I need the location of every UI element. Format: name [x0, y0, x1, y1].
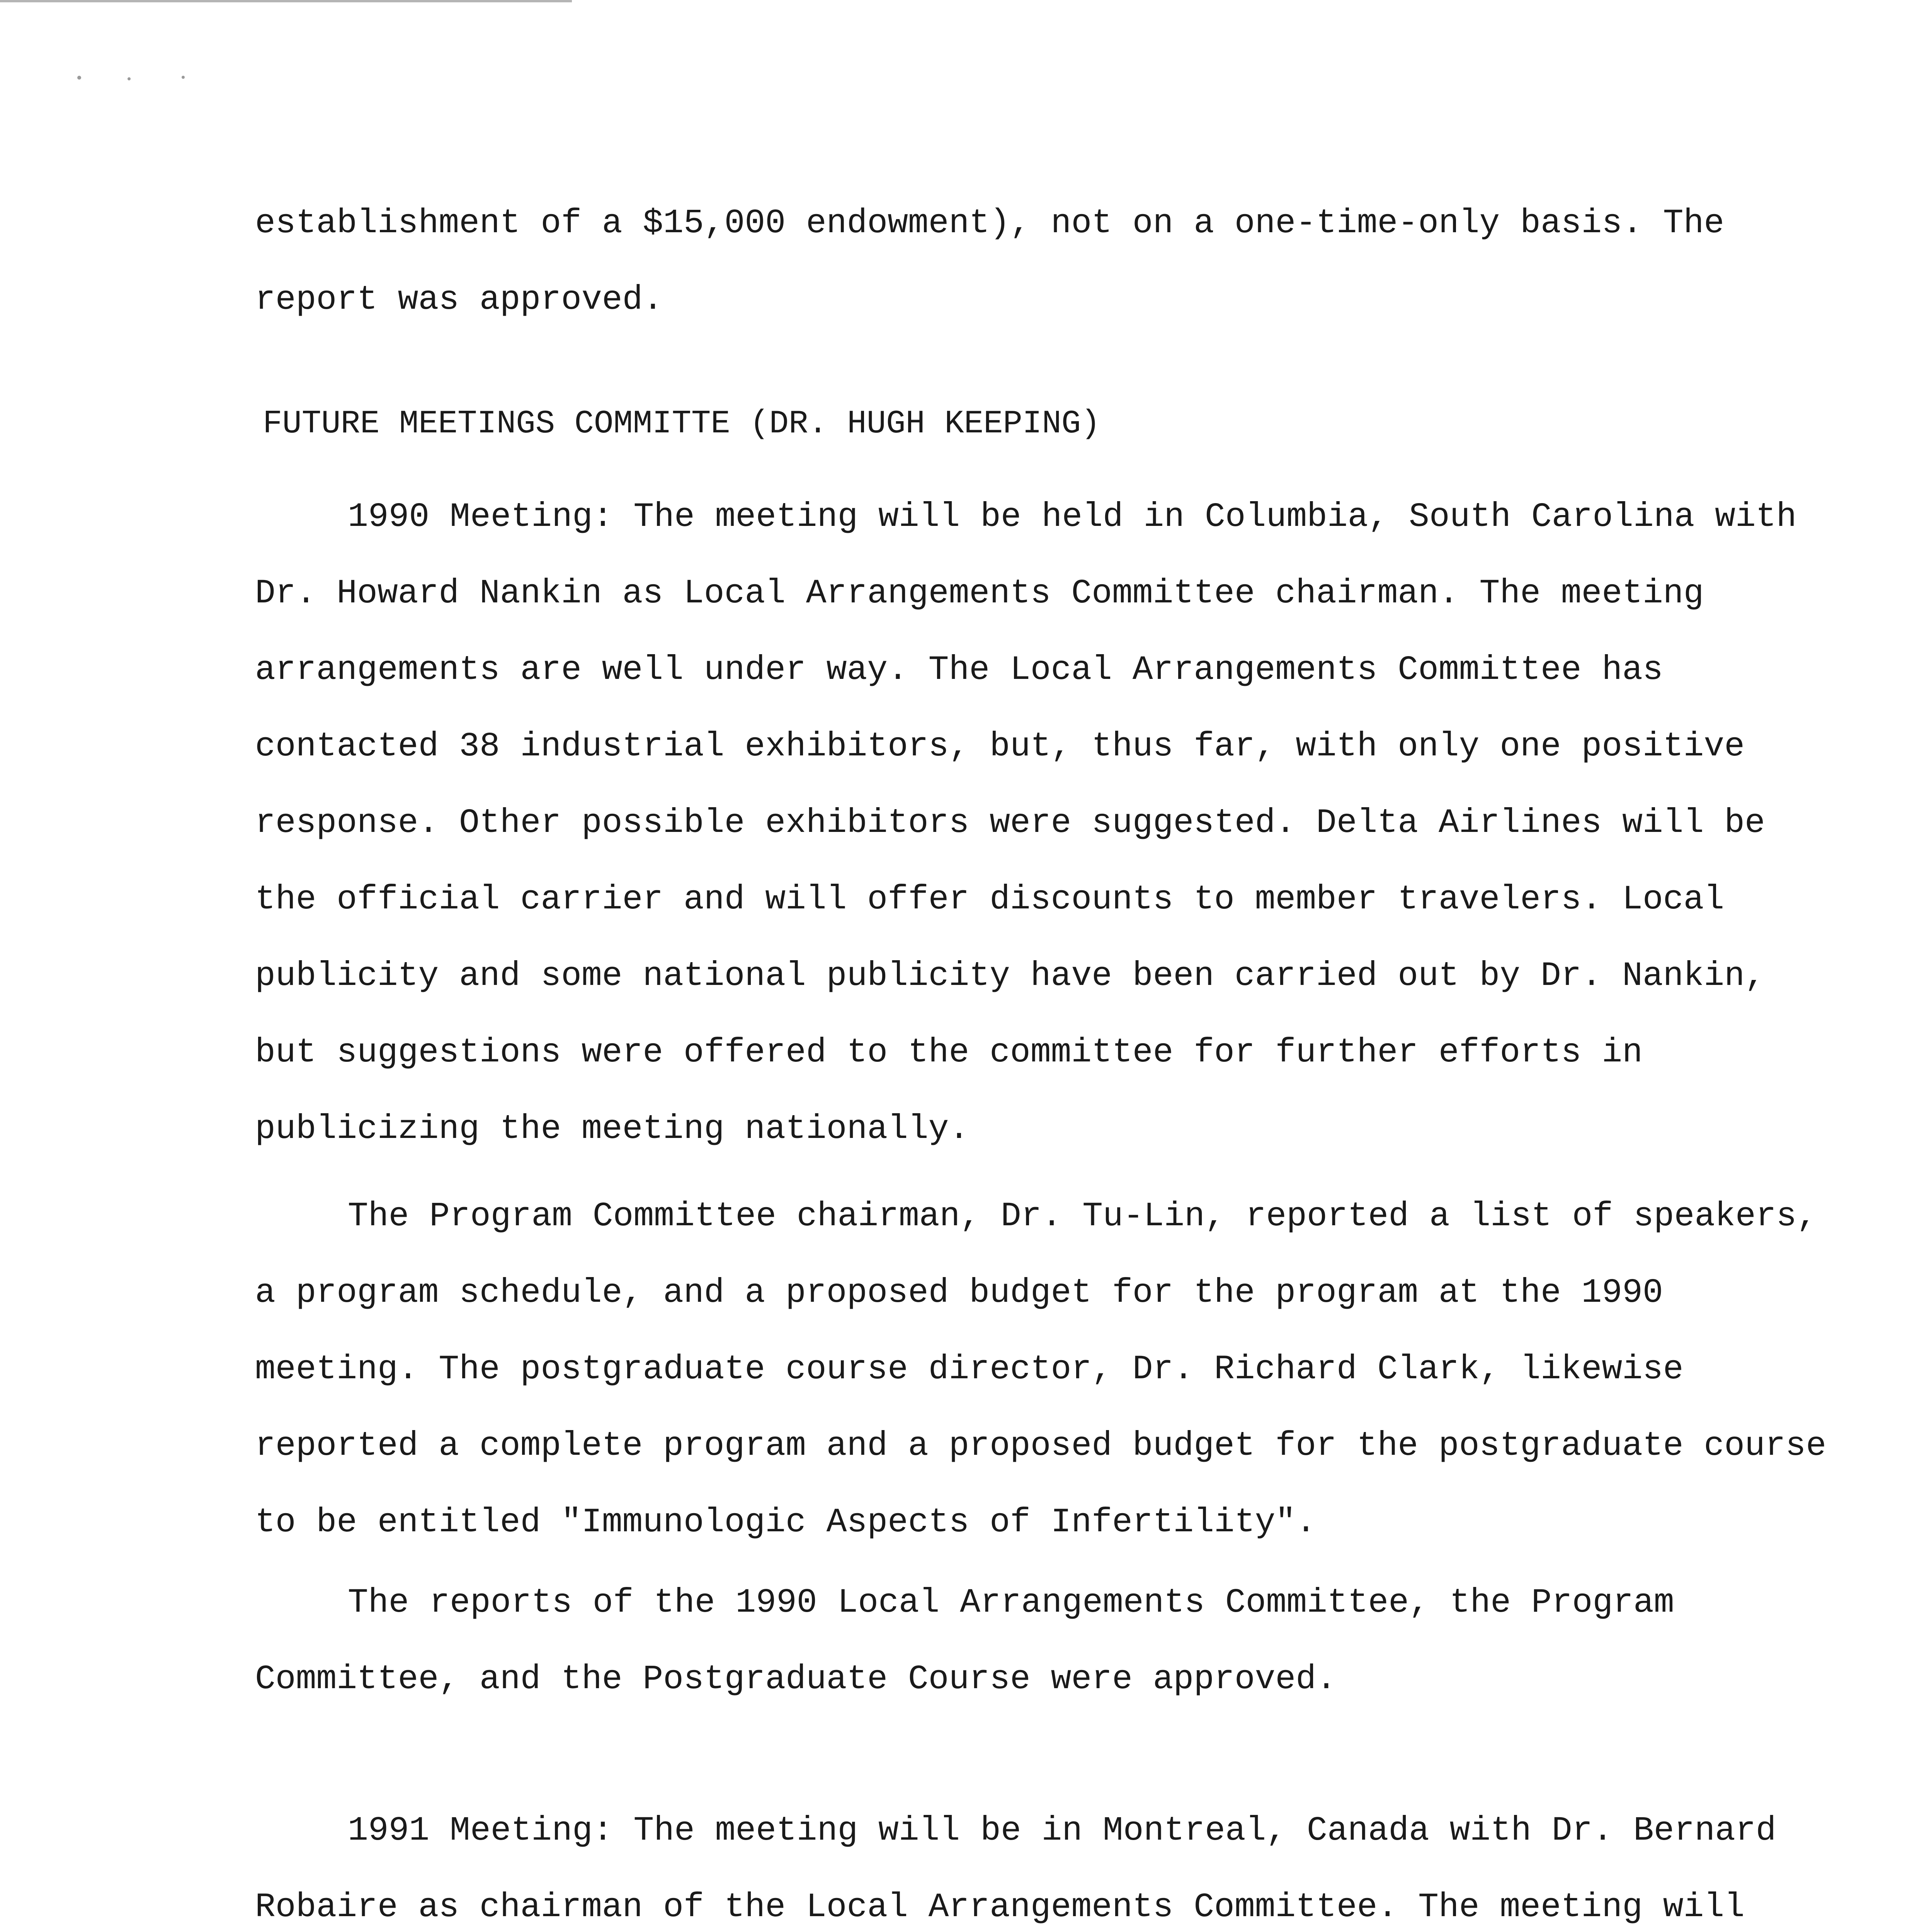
- meeting-1991-paragraph: [255, 1793, 1776, 1932]
- text-line: reported a complete program and a proposed budget for the postgraduate course: [255, 1427, 1827, 1465]
- text-line: publicizing the meeting nationally.: [255, 1110, 970, 1148]
- intro-paragraph: [255, 185, 1762, 338]
- program-committee-paragraph: [255, 1179, 1827, 1561]
- text-line: Robaire as chairman of the Local Arrangements Committee. The meeting will: [255, 1888, 1745, 1927]
- text-line: the official carrier and will offer discounts to member travelers. Local: [255, 881, 1725, 919]
- text-line: response. Other possible exhibitors were suggested. Delta Airlines will be: [255, 804, 1765, 842]
- scan-top-edge: [0, 0, 572, 2]
- text-line: arrangements are well under way. The Local Arrangements Committee has: [255, 651, 1663, 689]
- scan-speck: [128, 77, 131, 80]
- text-line: establishment of a $15,000 endowment), not on a one-time-only basis. The: [255, 204, 1725, 243]
- text-line: contacted 38 industrial exhibitors, but, thus far, with only one positive: [255, 728, 1745, 766]
- text-line: publicity and some national publicity have been carried out by Dr. Nankin,: [255, 957, 1765, 995]
- text-line: meeting. The postgraduate course director, Dr. Richard Clark, likewise: [255, 1350, 1684, 1389]
- text-line: but suggestions were offered to the committee for further efforts in: [255, 1034, 1643, 1072]
- scan-speck: [77, 76, 81, 80]
- text-line: The Program Committee chairman, Dr. Tu-Lin, reported a list of speakers,: [348, 1197, 1817, 1236]
- text-line: 1990 Meeting: The meeting will be held in Columbia, South Carolina with: [348, 498, 1797, 536]
- section-heading: FUTURE MEETINGS COMMITTE (DR. HUGH KEEPING): [263, 406, 1101, 442]
- text-line: Committee, and the Postgraduate Course were approved.: [255, 1660, 1337, 1699]
- text-line: report was approved.: [255, 281, 663, 319]
- reports-approved-paragraph: [255, 1565, 1762, 1718]
- text-line: 1991 Meeting: The meeting will be in Montreal, Canada with Dr. Bernard: [348, 1812, 1776, 1850]
- text-line: to be entitled "Immunologic Aspects of Infertility".: [255, 1503, 1317, 1542]
- text-line: a program schedule, and a proposed budget for the program at the 1990: [255, 1274, 1663, 1312]
- text-line: The reports of the 1990 Local Arrangements Committee, the Program: [348, 1584, 1674, 1622]
- scan-speck: [182, 76, 185, 79]
- text-line: Dr. Howard Nankin as Local Arrangements Committee chairman. The meeting: [255, 575, 1704, 613]
- meeting-1990-paragraph: [255, 479, 1797, 1168]
